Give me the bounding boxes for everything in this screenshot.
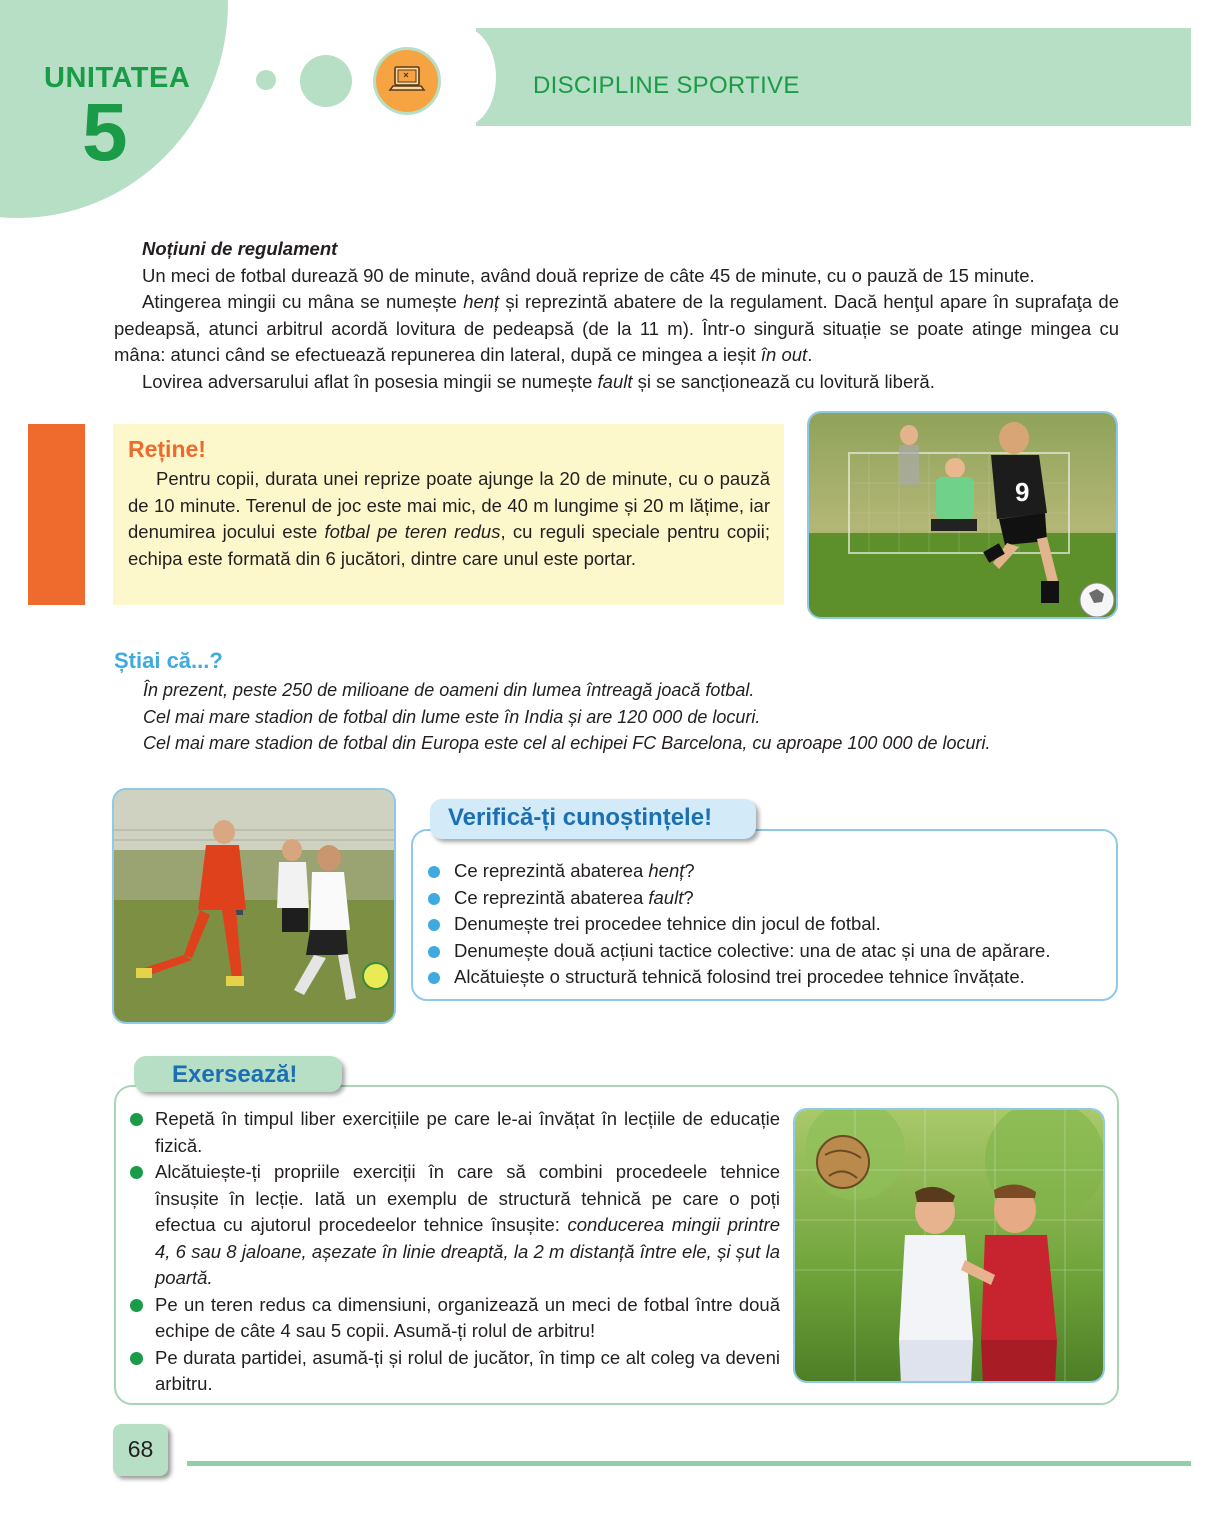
svg-text:9: 9 — [1015, 477, 1030, 507]
footer-rule — [187, 1461, 1191, 1466]
verifica-title: Verifică-ți cunoștințele! — [448, 804, 713, 831]
stiai-title: Știai că...? — [114, 648, 223, 673]
photo-boy-kicking-ball — [807, 411, 1118, 619]
stiai-fact: Cel mai mare stadion de fotbal din lume este în India și are 120 000 de locuri. — [143, 706, 761, 727]
exerseaza-list — [130, 1106, 780, 1398]
chapter-title: DISCIPLINE SPORTIVE — [533, 72, 800, 99]
rules-paragraph-3: Lovirea adversarului aflat în posesia mingii se numește fault și se sancționează cu lovitură liberă. — [142, 370, 935, 392]
decor-dot-large — [300, 55, 352, 107]
exerseaza-title: Exersează! — [172, 1061, 298, 1088]
laptop-icon — [373, 47, 441, 115]
page-number: 68 — [127, 1436, 154, 1462]
photo-boys-celebrating — [793, 1108, 1105, 1383]
retine-accent-bar — [28, 424, 85, 605]
list-item: Alcătuiește-ți propriile exerciții în care să combini procedeele tehnice însușite în lecție. Iată un exemplu de structură tehnică pe care o poți efectua cu ajutorul procedeelor tehnice însușite: conducerea mingii printre 4, 6 sau 8 jaloane, așezate în linie dreaptă, la 2 m distanță între ele, și șut la poartă. — [130, 1159, 780, 1292]
verifica-questions — [428, 858, 1050, 991]
unit-label: UNITATEA — [44, 62, 191, 94]
rules-section — [114, 236, 1119, 395]
retine-title: Reține! — [128, 436, 206, 462]
header-notch — [432, 28, 496, 126]
stiai-fact: Cel mai mare stadion de fotbal din Europa este cel al echipei FC Barcelona, cu aproape 100 000 de locuri. — [143, 733, 991, 753]
photo-girls-playing-football — [112, 788, 396, 1024]
list-item: Alcătuiește o structură tehnică folosind trei procedee tehnice învățate. — [428, 964, 1050, 991]
list-item: Denumește două acțiuni tactice colective: una de atac și una de apărare. — [428, 938, 1050, 965]
list-item: Repetă în timpul liber exercițiile pe care le-ai învățat în lecțiile de educație fizică. — [130, 1106, 780, 1159]
list-item: Ce reprezintă abaterea henț? — [428, 858, 1050, 885]
rules-paragraph-1: Un meci de fotbal durează 90 de minute, având două reprize de câte 45 de minute, cu o pauză de 15 minute. — [142, 264, 1035, 286]
list-item: Pe un teren redus ca dimensiuni, organizează un meci de fotbal între două echipe de câte 4 sau 5 copii. Asumă-ți rolul de arbitru! — [130, 1292, 780, 1345]
list-item: Denumește trei procedee tehnice din jocul de fotbal. — [428, 911, 1050, 938]
rules-heading: Noțiuni de regulament — [142, 238, 338, 259]
list-item: Ce reprezintă abaterea fault? — [428, 885, 1050, 912]
rules-paragraph-2: Atingerea mingii cu mâna se numește henț și reprezintă abatere de la regulament. Dacă henţul apare în suprafaţa de pedeapsă, atunci arbitrul acordă lovitura de pedeapsă (de la 11 m). Într-o singură situație se poate atinge mingea cu mâna: atunci când se efectuează repunerea din lateral, după ce mingea a ieșit în out. — [114, 291, 1119, 365]
decor-dot-small — [256, 70, 276, 90]
list-item: Pe durata partidei, asumă-ți și rolul de jucător, în timp ce alt coleg va deveni arbitru. — [130, 1345, 780, 1398]
unit-number: 5 — [82, 87, 128, 178]
retine-text: Pentru copii, durata unei reprize poate ajunge la 20 de minute, cu o pauză de 10 minute. Terenul de joc este mai mic, de 40 m lungime și 20 m lățime, iar denumirea jocului este fotbal pe teren redus, cu reguli speciale pentru copii; echipa este formată din 6 jucători, dintre care unul este portar. — [128, 468, 771, 569]
stiai-facts — [143, 677, 991, 757]
stiai-fact: În prezent, peste 250 de milioane de oameni din lumea întreagă joacă fotbal. — [143, 680, 755, 700]
